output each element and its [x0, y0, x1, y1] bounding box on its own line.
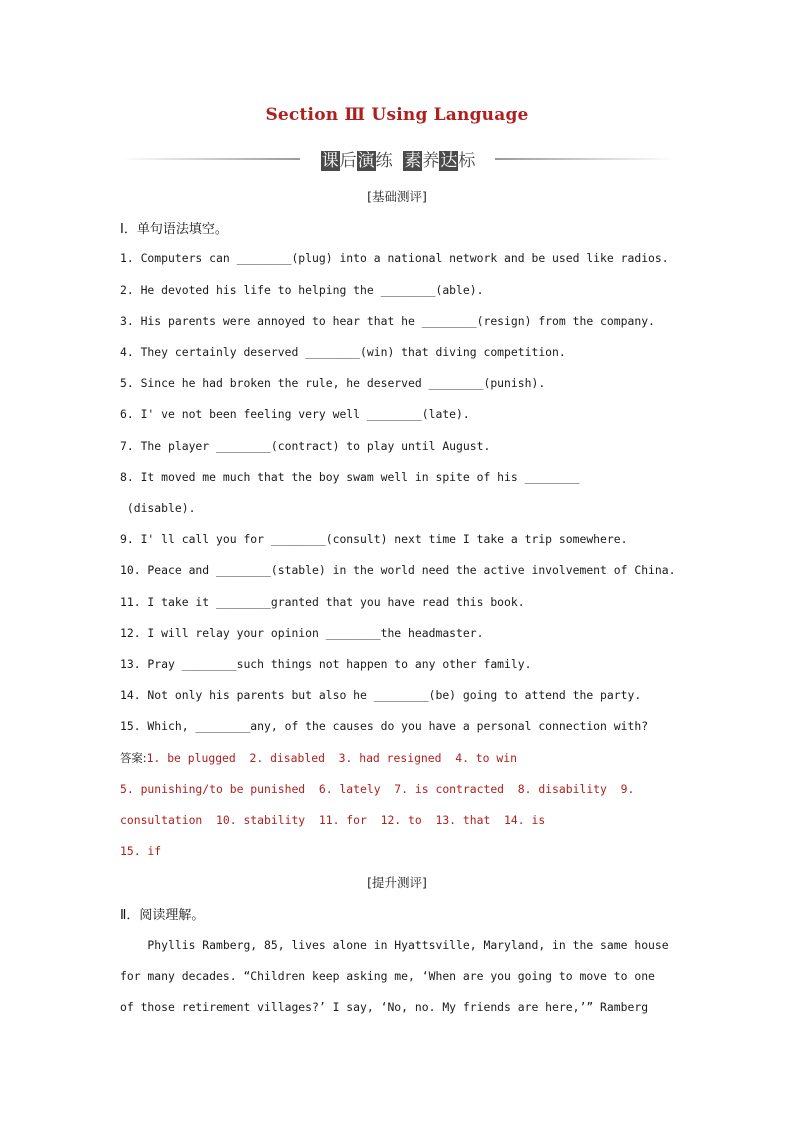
banner-box-char: 达 — [440, 151, 458, 171]
banner-char: 养 — [422, 151, 440, 171]
banner-text — [308, 146, 488, 171]
question-line: 9. I' ll call you for ________(consult) next time I take a trip somewhere. — [120, 532, 628, 546]
question-line: 8. It moved me much that the boy swam well in spite of his ________ — [120, 470, 580, 484]
part2-heading: Ⅱ．阅读理解。 — [120, 908, 205, 923]
answer-line: consultation 10. stability 11. for 12. to 13. that 14. is — [120, 813, 546, 827]
answer-line: 5. punishing/to be punished 6. lately 7. is contracted 8. disability 9. — [120, 782, 635, 796]
question-line: 13. Pray ________such things not happen to any other family. — [120, 657, 532, 671]
banner-char: 标 — [458, 151, 476, 171]
passage-line: Phyllis Ramberg, 85, lives alone in Hyattsville, Maryland, in the same house — [120, 938, 669, 952]
page-title: Section Ⅲ Using Language — [265, 105, 529, 125]
banner-box-char: 演 — [357, 151, 375, 171]
answer-line — [120, 750, 676, 766]
banner-char: 练 — [375, 151, 393, 171]
question-line: 4. They certainly deserved ________(win) that diving competition. — [120, 345, 566, 359]
banner-divider-left — [120, 158, 300, 160]
answer-label: 答案: — [120, 751, 147, 765]
question-line: 3. His parents were annoyed to hear that he ________(resign) from the company. — [120, 314, 655, 328]
answer-line: 15. if — [120, 844, 162, 858]
banner-box-char: 课 — [321, 151, 339, 171]
passage-line: for many decades. “Children keep asking me, ‘When are you going to move to one — [120, 969, 655, 983]
question-line: 6. I' ve not been feeling very well ________(late). — [120, 407, 470, 421]
banner-box-char: 素 — [404, 151, 422, 171]
question-line: 10. Peace and ________(stable) in the world need the active involvement of China. — [120, 563, 676, 577]
question-line: 1. Computers can ________(plug) into a national network and be used like radios. — [120, 251, 669, 265]
question-line: 11. I take it ________granted that you have read this book. — [120, 595, 525, 609]
banner-divider-right — [495, 158, 675, 160]
question-line: 15. Which, ________any, of the causes do you have a personal connection with? — [120, 719, 649, 733]
section-label-basic: [基础测评] — [367, 189, 427, 204]
question-line: 12. I will relay your opinion ________the headmaster. — [120, 626, 484, 640]
question-line: 2. He devoted his life to helping the ________(able). — [120, 283, 484, 297]
passage-line: of those retirement villages?’ I say, ‘No, no. My friends are here,’” Ramberg — [120, 1000, 649, 1014]
question-line: 5. Since he had broken the rule, he deserved ________(punish). — [120, 376, 546, 390]
question-line: (disable). — [120, 501, 196, 515]
banner-char: 后 — [339, 151, 357, 171]
section-label-advanced: [提升测评] — [367, 875, 427, 890]
answer-text: 1. be plugged 2. disabled 3. had resigned 4. to win — [146, 751, 517, 765]
question-line: 7. The player ________(contract) to play until August. — [120, 439, 491, 453]
part1-heading: Ⅰ．单句语法填空。 — [120, 222, 228, 237]
question-line: 14. Not only his parents but also he ________(be) going to attend the party. — [120, 688, 642, 702]
section-banner — [120, 146, 675, 172]
